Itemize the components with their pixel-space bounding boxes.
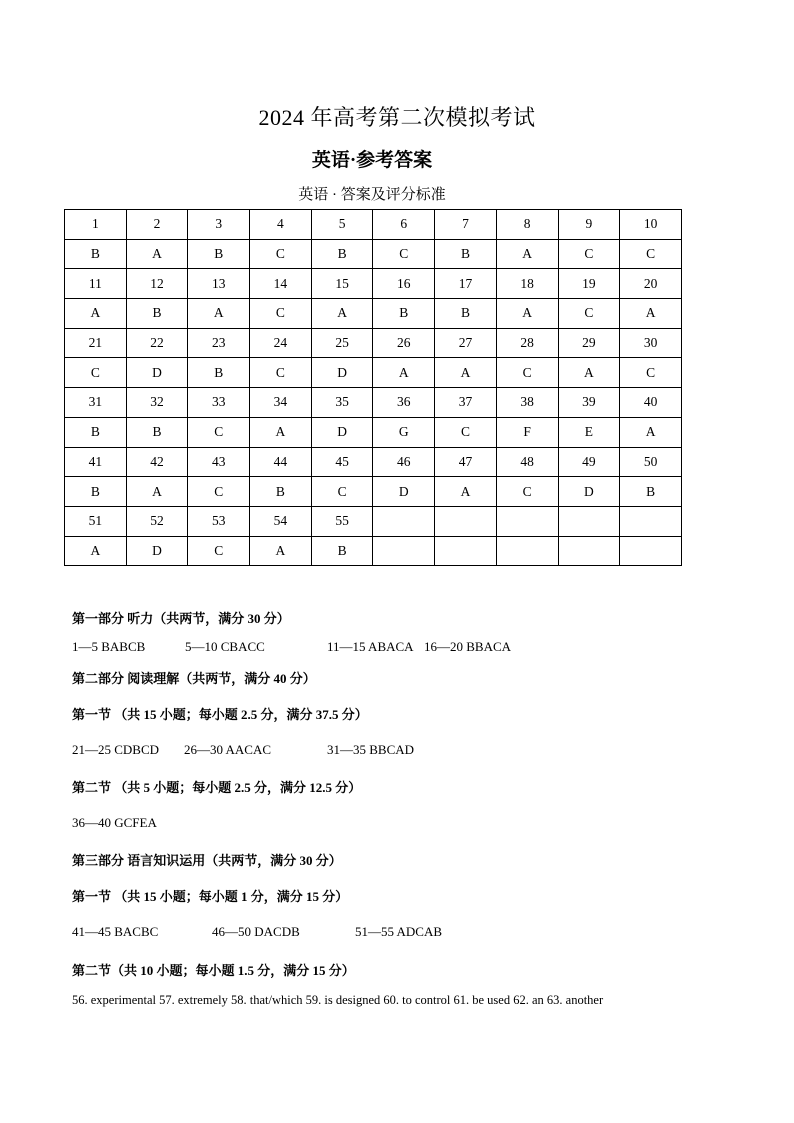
table-cell: 47	[435, 447, 497, 477]
table-cell: 50	[620, 447, 682, 477]
table-row	[65, 417, 682, 447]
table-row	[65, 210, 682, 240]
table-cell: C	[620, 358, 682, 388]
table-cell: C	[558, 299, 620, 329]
table-cell: 49	[558, 447, 620, 477]
table-cell: 31	[65, 388, 127, 418]
table-row	[65, 328, 682, 358]
table-cell: A	[65, 536, 127, 566]
table-cell: 39	[558, 388, 620, 418]
answer-group: 51—55 ADCAB	[355, 924, 443, 939]
table-cell: 32	[126, 388, 188, 418]
table-cell: C	[65, 358, 127, 388]
table-cell: C	[311, 477, 373, 507]
table-cell: C	[250, 299, 312, 329]
table-row	[65, 477, 682, 507]
table-cell: 9	[558, 210, 620, 240]
table-cell: B	[311, 239, 373, 269]
table-cell: B	[65, 417, 127, 447]
table-cell: A	[435, 358, 497, 388]
part1-heading: 第一部分 听力（共两节，满分 30 分）	[72, 611, 290, 626]
table-cell: A	[620, 417, 682, 447]
part3-section2-answers: 56. experimental 57. extremely 58. that/which 59. is designed 60. to control 61. be used 62. an 63. another	[72, 993, 604, 1007]
table-cell: 16	[373, 269, 435, 299]
table-cell: A	[435, 477, 497, 507]
table-cell: 42	[126, 447, 188, 477]
table-cell: A	[620, 299, 682, 329]
table-cell: C	[620, 239, 682, 269]
table-cell: 37	[435, 388, 497, 418]
table-cell	[496, 536, 558, 566]
table-cell: 25	[311, 328, 373, 358]
table-cell: E	[558, 417, 620, 447]
table-cell: A	[188, 299, 250, 329]
table-cell: D	[373, 477, 435, 507]
table-cell: 44	[250, 447, 312, 477]
table-caption: 英语 · 答案及评分标准	[298, 187, 446, 203]
table-cell: B	[188, 358, 250, 388]
table-cell: C	[188, 536, 250, 566]
answer-group: 5—10 CBACC	[185, 639, 265, 654]
table-cell: 54	[250, 506, 312, 536]
table-cell	[435, 506, 497, 536]
table-cell: 30	[620, 328, 682, 358]
table-cell	[558, 536, 620, 566]
table-cell: A	[250, 536, 312, 566]
table-cell	[435, 536, 497, 566]
answer-group: 1—5 BABCB	[72, 639, 146, 654]
table-cell: 48	[496, 447, 558, 477]
table-row	[65, 506, 682, 536]
table-cell: 33	[188, 388, 250, 418]
table-cell: 40	[620, 388, 682, 418]
table-cell: 36	[373, 388, 435, 418]
table-cell: 24	[250, 328, 312, 358]
table-cell	[620, 506, 682, 536]
table-row	[65, 269, 682, 299]
table-cell: B	[435, 239, 497, 269]
table-cell: 35	[311, 388, 373, 418]
table-cell: C	[496, 477, 558, 507]
table-cell: A	[373, 358, 435, 388]
answer-group: 11—15 ABACA	[327, 639, 414, 654]
table-cell: 52	[126, 506, 188, 536]
table-cell	[373, 536, 435, 566]
answer-table	[64, 209, 682, 566]
answer-group: 21—25 CDBCD	[72, 742, 160, 757]
table-cell: C	[250, 358, 312, 388]
table-cell: 18	[496, 269, 558, 299]
table-cell	[496, 506, 558, 536]
table-cell: 21	[65, 328, 127, 358]
table-cell: 41	[65, 447, 127, 477]
table-cell: 38	[496, 388, 558, 418]
answer-group: 46—50 DACDB	[212, 924, 300, 939]
table-cell: C	[188, 417, 250, 447]
table-cell: A	[311, 299, 373, 329]
table-cell: 28	[496, 328, 558, 358]
table-cell: A	[126, 239, 188, 269]
table-cell: B	[620, 477, 682, 507]
table-cell: B	[65, 239, 127, 269]
part3-section1-heading: 第一节 （共 15 小题；每小题 1 分，满分 15 分）	[72, 889, 349, 904]
table-cell: 29	[558, 328, 620, 358]
table-cell: 2	[126, 210, 188, 240]
table-cell: D	[558, 477, 620, 507]
table-cell: C	[558, 239, 620, 269]
part2-heading: 第二部分 阅读理解（共两节，满分 40 分）	[72, 671, 316, 686]
table-row	[65, 447, 682, 477]
table-cell: A	[65, 299, 127, 329]
document-subtitle: 英语·参考答案	[311, 150, 433, 171]
table-cell: 8	[496, 210, 558, 240]
table-cell: 46	[373, 447, 435, 477]
table-cell: F	[496, 417, 558, 447]
table-cell: C	[373, 239, 435, 269]
table-cell: B	[311, 536, 373, 566]
table-cell: B	[250, 477, 312, 507]
part2-section1-heading: 第一节 （共 15 小题；每小题 2.5 分，满分 37.5 分）	[72, 707, 368, 722]
table-cell: B	[126, 417, 188, 447]
table-cell: 22	[126, 328, 188, 358]
table-cell: 4	[250, 210, 312, 240]
table-cell: G	[373, 417, 435, 447]
table-cell: B	[126, 299, 188, 329]
table-cell: 51	[65, 506, 127, 536]
table-cell: 45	[311, 447, 373, 477]
table-cell: 15	[311, 269, 373, 299]
table-cell: A	[496, 239, 558, 269]
table-cell: A	[496, 299, 558, 329]
table-cell: 13	[188, 269, 250, 299]
table-cell: 26	[373, 328, 435, 358]
table-row	[65, 358, 682, 388]
table-cell: B	[373, 299, 435, 329]
table-cell: 5	[311, 210, 373, 240]
table-cell: C	[435, 417, 497, 447]
table-row	[65, 299, 682, 329]
table-cell: A	[126, 477, 188, 507]
answer-group: 26—30 AACAC	[184, 742, 272, 757]
table-cell: 23	[188, 328, 250, 358]
table-cell: A	[558, 358, 620, 388]
table-cell: C	[496, 358, 558, 388]
table-cell: 19	[558, 269, 620, 299]
table-cell: C	[250, 239, 312, 269]
table-cell: B	[188, 239, 250, 269]
table-row	[65, 239, 682, 269]
part3-section2-heading: 第二节（共 10 小题；每小题 1.5 分，满分 15 分）	[72, 963, 355, 978]
table-cell: 55	[311, 506, 373, 536]
table-row	[65, 536, 682, 566]
table-cell: 11	[65, 269, 127, 299]
part2-section2-heading: 第二节 （共 5 小题；每小题 2.5 分，满分 12.5 分）	[72, 780, 362, 795]
table-cell: 1	[65, 210, 127, 240]
table-cell: 6	[373, 210, 435, 240]
table-cell: B	[65, 477, 127, 507]
table-cell: D	[311, 417, 373, 447]
table-cell: 7	[435, 210, 497, 240]
answer-group: 16—20 BBACA	[424, 639, 512, 654]
part3-heading: 第三部分 语言知识运用（共两节，满分 30 分）	[72, 853, 342, 868]
table-cell	[373, 506, 435, 536]
answer-group: 36—40 GCFEA	[72, 815, 157, 830]
table-row	[65, 388, 682, 418]
answer-group: 41—45 BACBC	[72, 924, 159, 939]
table-cell	[620, 536, 682, 566]
table-cell: D	[126, 536, 188, 566]
document-title: 2024 年高考第二次模拟考试	[258, 105, 536, 130]
table-cell: 20	[620, 269, 682, 299]
table-cell: B	[435, 299, 497, 329]
table-cell: 14	[250, 269, 312, 299]
table-cell: D	[311, 358, 373, 388]
table-cell: 10	[620, 210, 682, 240]
answer-group: 31—35 BBCAD	[327, 742, 415, 757]
table-cell: 17	[435, 269, 497, 299]
table-cell: 43	[188, 447, 250, 477]
table-cell: 34	[250, 388, 312, 418]
table-cell	[558, 506, 620, 536]
answer-table-body	[65, 210, 682, 566]
table-cell: 3	[188, 210, 250, 240]
table-cell: 27	[435, 328, 497, 358]
table-cell: A	[250, 417, 312, 447]
table-cell: 53	[188, 506, 250, 536]
table-cell: D	[126, 358, 188, 388]
table-cell: 12	[126, 269, 188, 299]
table-cell: C	[188, 477, 250, 507]
